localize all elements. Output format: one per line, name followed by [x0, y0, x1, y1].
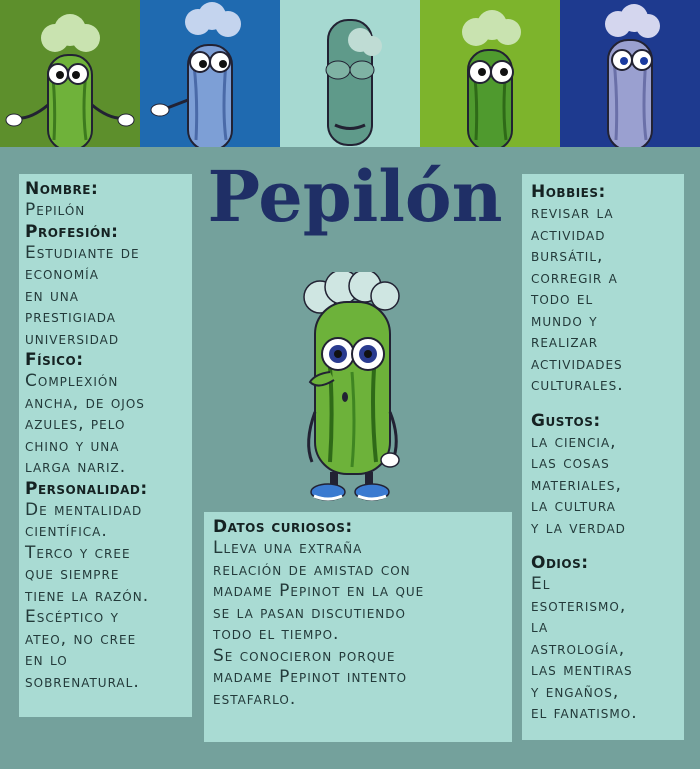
cucumber-character-icon: [290, 272, 420, 504]
fisico-label: Físico:: [25, 350, 84, 370]
cucumber-character-icon: [420, 0, 560, 147]
curious-value: Lleva una extraña relación de amistad con madame Pepinot en la que se la pasan discutiendo todo el tiempo. Se conocieron porque madame Pepinot intento estafarlo.: [213, 538, 425, 709]
profesion-value: Estudiante de economía en una prestigiada universidad: [25, 242, 140, 349]
character-illustration: [290, 272, 420, 508]
odios-label: Odios:: [531, 553, 589, 573]
profesion-label: Profesión:: [25, 221, 119, 242]
hobbies-label: Hobbies:: [531, 182, 606, 202]
info-panel-right: [522, 174, 684, 740]
personalidad-label: Personalidad:: [25, 478, 148, 499]
fisico-value: Complexión ancha, de ojos azules, pelo chino y una larga nariz.: [25, 371, 145, 477]
curious-facts-panel: [204, 512, 512, 742]
cucumber-character-icon: [280, 0, 420, 147]
personalidad-value: De mentalidad científica. Terco y cree que siempre tiene la razón. Escéptico y ateo, no cree en lo sobrenatural.: [25, 499, 150, 692]
pose-curious: [420, 0, 560, 147]
nombre-value: Pepilón: [25, 200, 86, 220]
nombre-label: Nombre:: [25, 179, 99, 199]
pose-hidden-face: [280, 0, 420, 147]
info-panel-left: [19, 174, 192, 717]
curious-label: Datos curiosos:: [213, 517, 353, 537]
gustos-value: la ciencia, las cosas materiales, la cultura y la verdad: [531, 431, 626, 538]
cucumber-character-icon: [140, 0, 280, 147]
pose-pointing: [140, 0, 280, 147]
cucumber-character-icon: [0, 0, 140, 147]
gustos-label: Gustos:: [531, 410, 601, 431]
hobbies-value: revisar la actividad bursátil, corregir a todo el mundo y realizar actividades culturales.: [531, 203, 624, 395]
pose-worried: [560, 0, 700, 147]
pose-shrug: [0, 0, 140, 147]
page-title: Pepilón: [207, 155, 503, 238]
cucumber-character-icon: [560, 0, 700, 147]
odios-value: El esoterismo, la astrología, las mentiras y engaños, el fanatismo.: [531, 574, 638, 723]
character-pose-strip: [0, 0, 700, 147]
